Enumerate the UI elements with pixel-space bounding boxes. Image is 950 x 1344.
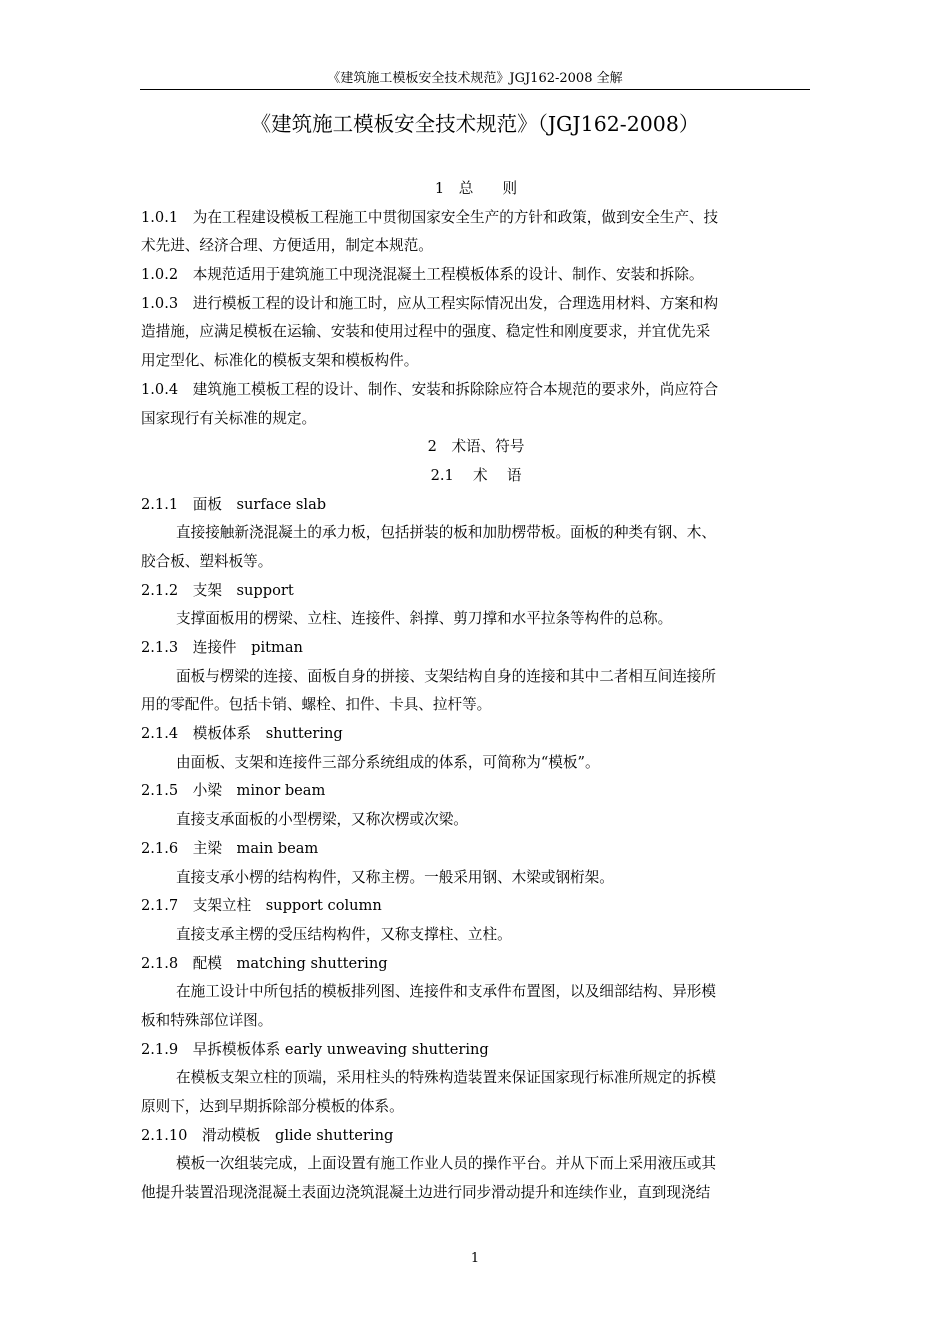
clause-1-0-1: 1.0.1 为在工程建设模板工程施工中贯彻国家安全生产的方针和政策，做到安全生产、技 (141, 208, 719, 226)
term-definition-cont: 板和特殊部位详图。 (141, 1011, 273, 1029)
chapter-heading: 1 总 则 (434, 180, 518, 197)
term-heading: 2.1.8 配模 matching shuttering (141, 954, 388, 972)
term-definition-cont: 原则下，达到早期拆除部分模板的体系。 (141, 1098, 404, 1115)
clause-1-0-4: 1.0.4 建筑施工模板工程的设计、制作、安装和拆除除应符合本规范的要求外，尚应符合 (141, 380, 719, 398)
term-definition-cont: 他提升装置沿现浇混凝土表面边浇筑混凝土边进行同步滑动提升和连续作业，直到现浇结 (141, 1184, 711, 1202)
term-definition: 在施工设计中所包括的模板排列图、连接件和支承件布置图，以及细部结构、异形模 (176, 983, 716, 1001)
clause-1-0-3-cont: 造措施，应满足模板在运输、安装和使用过程中的强度、稳定性和刚度要求，并宜优先采 (141, 323, 711, 341)
chapter-heading: 2 术语、符号 (427, 438, 525, 456)
term-heading: 2.1.1 面板 surface slab (141, 495, 327, 513)
section-heading: 2.1 术 语 (430, 466, 522, 484)
term-definition: 面板与楞梁的连接、面板自身的拼接、支架结构自身的连接和其中二者相互间连接所 (176, 667, 716, 685)
term-definition: 直接支承主楞的受压结构构件，又称支撑柱、立柱。 (176, 925, 512, 943)
document-title: 《建筑施工模板安全技术规范》（JGJ162-2008） (250, 112, 700, 136)
term-heading: 2.1.4 模板体系 shuttering (141, 725, 343, 743)
term-heading: 2.1.10 滑动模板 glide shuttering (141, 1126, 394, 1144)
term-definition: 在模板支架立柱的顶端，采用柱头的特殊构造装置来保证国家现行标准所规定的拆模 (176, 1069, 716, 1087)
term-definition: 模板一次组装完成，上面设置有施工作业人员的操作平台。并从下而上采用液压或其 (176, 1155, 716, 1173)
term-heading: 2.1.2 支架 support (141, 581, 294, 599)
clause-1-0-4-cont: 国家现行有关标准的规定。 (141, 409, 317, 427)
term-heading: 2.1.9 早拆模板体系 early unweaving shuttering (141, 1040, 489, 1058)
term-definition-cont: 用的零配件。包括卡销、螺栓、扣件、卡具、拉杆等。 (141, 696, 492, 714)
term-heading: 2.1.6 主梁 main beam (141, 839, 319, 857)
term-definition: 由面板、支架和连接件三部分系统组成的体系，可简称为“模板”。 (176, 753, 600, 771)
document-body (141, 175, 811, 1208)
term-definition: 直接支承小楞的结构构件，又称主楞。一般采用钢、木梁或钢桁架。 (176, 868, 614, 886)
term-definition-cont: 胶合板、塑料板等。 (141, 552, 273, 570)
clause-1-0-2: 1.0.2 本规范适用于建筑施工中现浇混凝土工程模板体系的设计、制作、安装和拆除。 (141, 266, 704, 284)
term-heading: 2.1.7 支架立柱 support column (141, 897, 382, 915)
clause-1-0-1-cont: 术先进、经济合理、方便适用，制定本规范。 (141, 237, 433, 255)
term-heading: 2.1.3 连接件 pitman (141, 639, 303, 656)
term-definition: 支撑面板用的楞梁、立柱、连接件、斜撑、剪刀撑和水平拉条等构件的总称。 (176, 610, 673, 628)
page-number: 1 (470, 1251, 480, 1266)
header-rule (140, 89, 810, 90)
running-header: 《建筑施工模板安全技术规范》JGJ162-2008 全解 (327, 71, 623, 86)
term-heading: 2.1.5 小梁 minor beam (141, 782, 326, 800)
term-definition: 直接接触新浇混凝土的承力板，包括拼装的板和加肋楞带板。面板的种类有钢、木、 (176, 524, 716, 542)
clause-1-0-3-cont: 用定型化、标准化的模板支架和模板构件。 (141, 352, 419, 370)
clause-1-0-3: 1.0.3 进行模板工程的设计和施工时，应从工程实际情况出发，合理选用材料、方案和构 (141, 294, 719, 312)
term-definition: 直接支承面板的小型楞梁，又称次楞或次梁。 (176, 811, 468, 829)
